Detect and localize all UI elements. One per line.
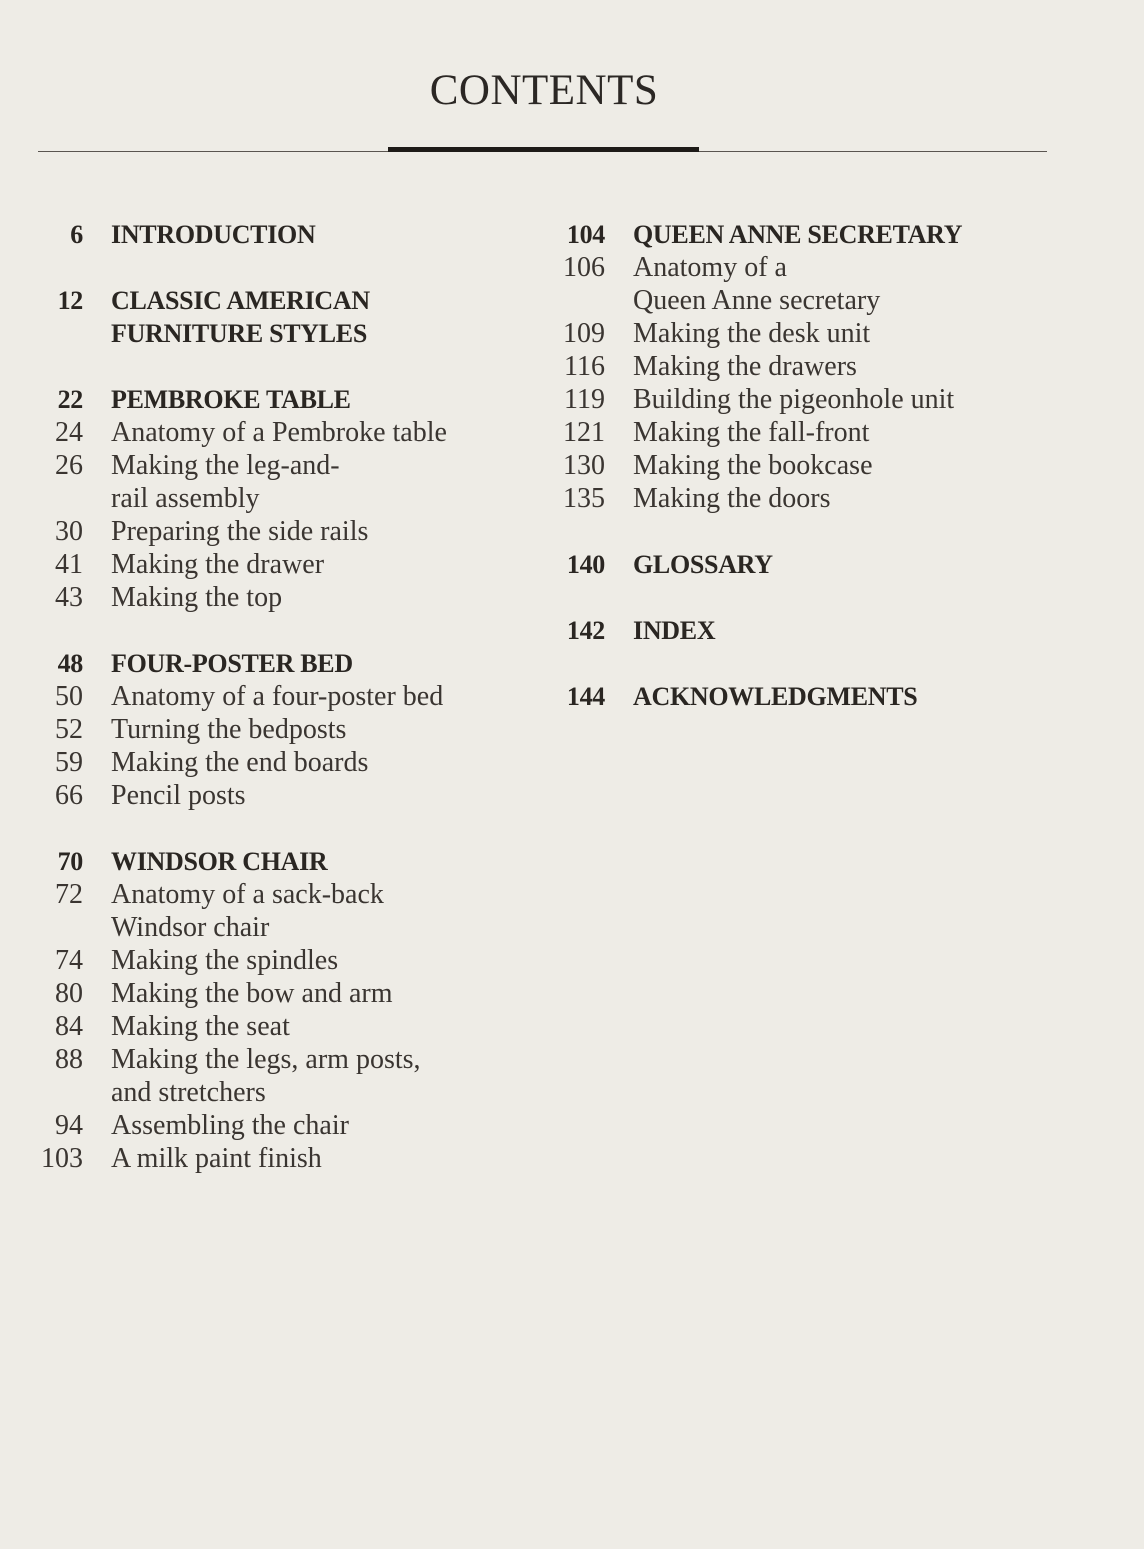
toc-entry[interactable]	[30, 548, 530, 581]
page-number: 130	[563, 450, 605, 481]
page-number: 135	[563, 483, 605, 514]
page-number: 103	[41, 1143, 83, 1174]
toc-section-heading[interactable]	[546, 680, 1106, 713]
toc-entry[interactable]	[546, 317, 1106, 350]
section-title: QUEEN ANNE SECRETARY	[633, 220, 963, 249]
entry-title: Building the pigeonhole unit	[633, 384, 955, 415]
page-number: 94	[55, 1110, 83, 1141]
entry-title: Making the top	[111, 582, 283, 613]
entry-title: Turning the bedposts	[111, 714, 347, 745]
entry-title: Anatomy of a sack-back Windsor chair	[111, 879, 384, 943]
page-number: 74	[55, 945, 83, 976]
toc-section	[30, 284, 530, 350]
page-number: 106	[563, 252, 605, 283]
page-number: 140	[566, 550, 605, 579]
toc-entry[interactable]	[30, 449, 530, 515]
toc-right-column	[546, 218, 1106, 713]
toc-entry[interactable]	[546, 482, 1106, 515]
entry-title: Anatomy of a Pembroke table	[111, 417, 447, 448]
toc-section-heading[interactable]	[546, 548, 1106, 581]
entry-title: Making the doors	[633, 483, 831, 514]
section-title: INDEX	[633, 616, 716, 645]
page-number: 109	[563, 318, 605, 349]
toc-entry[interactable]	[546, 251, 1106, 317]
page-number: 88	[55, 1044, 83, 1075]
toc-section	[546, 614, 1106, 647]
toc-entry[interactable]	[30, 878, 530, 944]
toc-section-heading[interactable]	[30, 845, 530, 878]
page-number: 24	[55, 417, 83, 448]
toc-entry[interactable]	[546, 350, 1106, 383]
page-number: 26	[55, 450, 83, 481]
page-number: 142	[566, 616, 605, 645]
page-number: 119	[564, 384, 605, 415]
title-divider-accent	[388, 147, 699, 152]
toc-section	[30, 218, 530, 251]
page-number: 59	[55, 747, 83, 778]
toc-section	[546, 548, 1106, 581]
section-title: GLOSSARY	[633, 550, 773, 579]
entry-title: Making the seat	[111, 1011, 290, 1042]
entry-title: Assembling the chair	[111, 1110, 349, 1141]
toc-entry[interactable]	[30, 1109, 530, 1142]
page-number: 121	[563, 417, 605, 448]
entry-title: Making the leg-and- rail assembly	[111, 450, 340, 514]
section-title: FOUR-POSTER BED	[111, 649, 353, 678]
toc-section-heading[interactable]	[30, 647, 530, 680]
page-number: 22	[57, 385, 83, 414]
page-number: 52	[55, 714, 83, 745]
toc-section-heading[interactable]	[30, 218, 530, 251]
entry-title: Preparing the side rails	[111, 516, 369, 547]
toc-entry[interactable]	[546, 449, 1106, 482]
entry-title: Making the spindles	[111, 945, 339, 976]
section-title: WINDSOR CHAIR	[111, 847, 328, 876]
section-title: CLASSIC AMERICAN FURNITURE STYLES	[111, 286, 370, 348]
toc-section-heading[interactable]	[30, 383, 530, 416]
toc-section-heading[interactable]	[546, 614, 1106, 647]
entry-title: A milk paint finish	[111, 1143, 322, 1174]
toc-entry[interactable]	[30, 515, 530, 548]
section-title: ACKNOWLEDGMENTS	[633, 682, 918, 711]
page-number: 6	[70, 220, 83, 249]
toc-entry[interactable]	[30, 779, 530, 812]
toc-entry[interactable]	[30, 977, 530, 1010]
entry-title: Making the bow and arm	[111, 978, 393, 1009]
entry-title: Anatomy of a Queen Anne secretary	[633, 252, 881, 316]
toc-section	[546, 680, 1106, 713]
page-number: 66	[55, 780, 83, 811]
toc-entry[interactable]	[30, 416, 530, 449]
toc-entry[interactable]	[30, 680, 530, 713]
entry-title: Making the desk unit	[633, 318, 871, 349]
toc-section	[30, 845, 530, 1175]
page-number: 70	[57, 847, 83, 876]
page-number: 30	[55, 516, 83, 547]
page-number: 80	[55, 978, 83, 1009]
page-number: 12	[57, 286, 83, 315]
toc-entry[interactable]	[30, 1010, 530, 1043]
page-number: 144	[566, 682, 605, 711]
page-number: 50	[55, 681, 83, 712]
page-number: 43	[55, 582, 83, 613]
entry-title: Making the drawer	[111, 549, 325, 580]
toc-section	[30, 647, 530, 812]
page-number: 116	[564, 351, 605, 382]
toc-entry[interactable]	[30, 746, 530, 779]
page-number: 104	[566, 220, 605, 249]
entry-title: Anatomy of a four-poster bed	[111, 681, 444, 712]
entry-title: Making the legs, arm posts, and stretchers	[111, 1044, 421, 1108]
entry-title: Making the fall-front	[633, 417, 870, 448]
toc-entry[interactable]	[30, 1043, 530, 1109]
entry-title: Pencil posts	[111, 780, 246, 811]
toc-entry[interactable]	[30, 581, 530, 614]
page-number: 48	[57, 649, 83, 678]
page-number: 72	[55, 879, 83, 910]
entry-title: Making the end boards	[111, 747, 369, 778]
toc-section	[546, 218, 1106, 515]
section-title: PEMBROKE TABLE	[111, 385, 351, 414]
entry-title: Making the bookcase	[633, 450, 873, 481]
toc-section	[30, 383, 530, 614]
toc-entry[interactable]	[30, 944, 530, 977]
page-number: 41	[55, 549, 83, 580]
toc-entry[interactable]	[546, 416, 1106, 449]
toc-section-heading[interactable]	[546, 218, 1106, 251]
page-title: CONTENTS	[429, 67, 659, 114]
section-title: INTRODUCTION	[111, 220, 316, 249]
toc-entry[interactable]	[546, 383, 1106, 416]
entry-title: Making the drawers	[633, 351, 857, 382]
toc-entry[interactable]	[30, 1142, 530, 1175]
page-number: 84	[55, 1011, 83, 1042]
toc-left-column	[30, 218, 530, 1175]
toc-section-heading[interactable]	[30, 284, 530, 350]
toc-entry[interactable]	[30, 713, 530, 746]
